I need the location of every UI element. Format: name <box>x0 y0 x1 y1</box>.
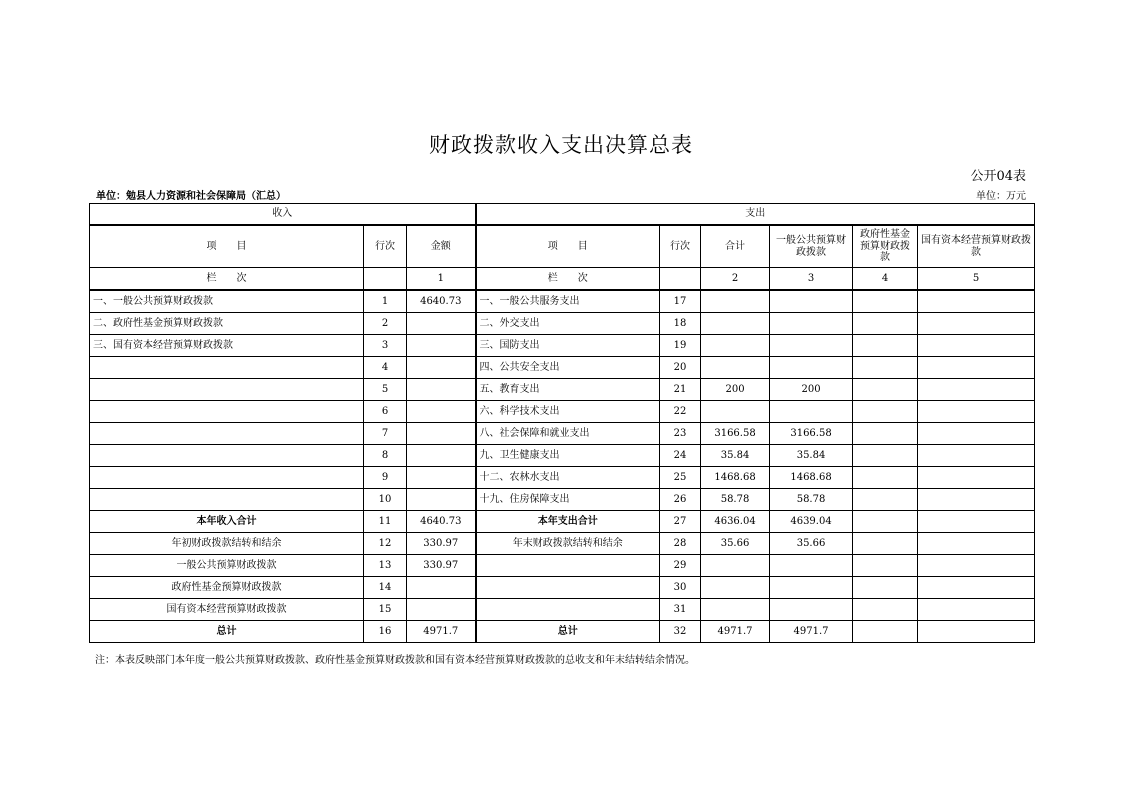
unit-label: 单位：勉县人力资源和社会保障局（汇总） <box>96 191 286 202</box>
expense-general-budget: 35.84 <box>770 445 853 467</box>
income-item <box>90 467 364 489</box>
expense-gov-fund <box>853 313 918 335</box>
expense-item: 九、卫生健康支出 <box>476 445 660 467</box>
income-row-no: 7 <box>364 423 407 445</box>
column-number-3: 3 <box>770 268 853 291</box>
income-row-no: 1 <box>364 290 407 313</box>
expense-total: 58.78 <box>701 489 770 511</box>
expense-total <box>701 357 770 379</box>
expense-item: 年末财政拨款结转和结余 <box>476 533 660 555</box>
income-row-no: 2 <box>364 313 407 335</box>
expense-item: 十九、住房保障支出 <box>476 489 660 511</box>
income-amount: 4640.73 <box>407 511 476 533</box>
header-gov-fund: 政府性基金预算财政拨款 <box>853 225 918 268</box>
table-row <box>90 313 1035 335</box>
table-row <box>90 357 1035 379</box>
expense-general-budget <box>770 313 853 335</box>
expense-state-capital <box>918 357 1035 379</box>
header-expense-total: 合计 <box>701 225 770 268</box>
expense-item: 五、教育支出 <box>476 379 660 401</box>
income-row-no: 3 <box>364 335 407 357</box>
income-row-no: 13 <box>364 555 407 577</box>
header-expense-row-no: 行次 <box>660 225 701 268</box>
footnote: 注：本表反映部门本年度一般公共预算财政拨款、政府性基金预算财政拨款和国有资本经营预算财政拨款的总收支和年末结转结余情况。 <box>95 655 695 666</box>
income-row-no: 6 <box>364 401 407 423</box>
expense-state-capital <box>918 290 1035 313</box>
expense-item <box>476 555 660 577</box>
expense-gov-fund <box>853 423 918 445</box>
table-row <box>90 533 1035 555</box>
expense-item: 四、公共安全支出 <box>476 357 660 379</box>
income-row-no: 11 <box>364 511 407 533</box>
expense-general-budget <box>770 290 853 313</box>
expense-gov-fund <box>853 445 918 467</box>
column-number-2: 2 <box>701 268 770 291</box>
income-amount <box>407 313 476 335</box>
expense-item: 十二、农林水支出 <box>476 467 660 489</box>
column-label-blank <box>364 268 407 291</box>
expense-row-no: 24 <box>660 445 701 467</box>
expense-state-capital <box>918 445 1035 467</box>
expense-state-capital <box>918 489 1035 511</box>
expense-gov-fund <box>853 577 918 599</box>
table-row <box>90 555 1035 577</box>
income-amount <box>407 401 476 423</box>
expense-general-budget <box>770 357 853 379</box>
income-amount <box>407 379 476 401</box>
income-item: 一般公共预算财政拨款 <box>90 555 364 577</box>
header-income-row-no: 行次 <box>364 225 407 268</box>
expense-total: 35.84 <box>701 445 770 467</box>
expense-total: 3166.58 <box>701 423 770 445</box>
expense-row-no: 19 <box>660 335 701 357</box>
expense-section-header: 支出 <box>476 204 1035 226</box>
expense-row-no: 17 <box>660 290 701 313</box>
expense-general-budget <box>770 555 853 577</box>
income-item: 二、政府性基金预算财政拨款 <box>90 313 364 335</box>
expense-general-budget <box>770 599 853 621</box>
expense-state-capital <box>918 511 1035 533</box>
expense-total <box>701 599 770 621</box>
expense-row-no: 31 <box>660 599 701 621</box>
table-row <box>90 621 1035 643</box>
column-number-5: 5 <box>918 268 1035 291</box>
table-row <box>90 511 1035 533</box>
expense-general-budget: 200 <box>770 379 853 401</box>
form-code: 公开04表 <box>970 169 1026 184</box>
expense-row-no: 23 <box>660 423 701 445</box>
expense-row-no: 18 <box>660 313 701 335</box>
expense-state-capital <box>918 467 1035 489</box>
expense-total: 4971.7 <box>701 621 770 643</box>
expense-gov-fund <box>853 357 918 379</box>
income-amount <box>407 335 476 357</box>
expense-row-no: 26 <box>660 489 701 511</box>
header-income-item: 项 目 <box>90 225 364 268</box>
income-row-no: 8 <box>364 445 407 467</box>
income-item <box>90 489 364 511</box>
table-row <box>90 423 1035 445</box>
expense-row-no: 27 <box>660 511 701 533</box>
expense-total <box>701 313 770 335</box>
expense-total: 35.66 <box>701 533 770 555</box>
column-label-right: 栏 次 <box>476 268 660 291</box>
page-title: 财政拨款收入支出决算总表 <box>429 133 693 157</box>
expense-row-no: 21 <box>660 379 701 401</box>
income-section-header: 收入 <box>90 204 476 226</box>
expense-general-budget: 3166.58 <box>770 423 853 445</box>
income-item: 政府性基金预算财政拨款 <box>90 577 364 599</box>
expense-row-no: 30 <box>660 577 701 599</box>
expense-item: 总计 <box>476 621 660 643</box>
table-row <box>90 577 1035 599</box>
expense-gov-fund <box>853 511 918 533</box>
expense-total <box>701 577 770 599</box>
expense-row-no: 29 <box>660 555 701 577</box>
expense-state-capital <box>918 599 1035 621</box>
expense-general-budget: 4639.04 <box>770 511 853 533</box>
header-income-amount: 金额 <box>407 225 476 268</box>
column-label-left: 栏 次 <box>90 268 364 291</box>
table-row <box>90 290 1035 313</box>
table-row <box>90 599 1035 621</box>
currency-unit: 单位：万元 <box>976 191 1026 202</box>
income-row-no: 9 <box>364 467 407 489</box>
expense-item: 二、外交支出 <box>476 313 660 335</box>
table-row <box>90 379 1035 401</box>
expense-general-budget: 1468.68 <box>770 467 853 489</box>
expense-state-capital <box>918 423 1035 445</box>
expense-total <box>701 401 770 423</box>
expense-gov-fund <box>853 290 918 313</box>
expense-gov-fund <box>853 555 918 577</box>
expense-gov-fund <box>853 599 918 621</box>
income-item <box>90 423 364 445</box>
expense-gov-fund <box>853 335 918 357</box>
expense-gov-fund <box>853 533 918 555</box>
table-body <box>90 290 1035 643</box>
income-amount: 4971.7 <box>407 621 476 643</box>
expense-total <box>701 290 770 313</box>
income-item <box>90 379 364 401</box>
expense-general-budget <box>770 577 853 599</box>
income-amount: 330.97 <box>407 533 476 555</box>
expense-state-capital <box>918 313 1035 335</box>
expense-item: 本年支出合计 <box>476 511 660 533</box>
income-row-no: 12 <box>364 533 407 555</box>
expense-row-no: 25 <box>660 467 701 489</box>
expense-state-capital <box>918 621 1035 643</box>
finance-table <box>89 203 1035 643</box>
expense-state-capital <box>918 533 1035 555</box>
expense-total <box>701 555 770 577</box>
table-row <box>90 335 1035 357</box>
table-row <box>90 401 1035 423</box>
expense-row-no: 28 <box>660 533 701 555</box>
expense-item <box>476 599 660 621</box>
expense-item: 六、科学技术支出 <box>476 401 660 423</box>
table-row <box>90 489 1035 511</box>
expense-item <box>476 577 660 599</box>
income-item: 一、一般公共预算财政拨款 <box>90 290 364 313</box>
expense-gov-fund <box>853 621 918 643</box>
expense-general-budget: 4971.7 <box>770 621 853 643</box>
expense-state-capital <box>918 577 1035 599</box>
expense-gov-fund <box>853 379 918 401</box>
income-item <box>90 401 364 423</box>
income-item <box>90 357 364 379</box>
expense-gov-fund <box>853 467 918 489</box>
income-amount: 4640.73 <box>407 290 476 313</box>
income-amount <box>407 599 476 621</box>
header-general-budget: 一般公共预算财政拨款 <box>770 225 853 268</box>
income-row-no: 16 <box>364 621 407 643</box>
income-row-no: 5 <box>364 379 407 401</box>
expense-row-no: 32 <box>660 621 701 643</box>
income-row-no: 4 <box>364 357 407 379</box>
expense-gov-fund <box>853 489 918 511</box>
expense-row-no: 20 <box>660 357 701 379</box>
header-expense-item: 项 目 <box>476 225 660 268</box>
income-row-no: 15 <box>364 599 407 621</box>
expense-item: 三、国防支出 <box>476 335 660 357</box>
expense-general-budget <box>770 401 853 423</box>
income-amount <box>407 577 476 599</box>
income-row-no: 14 <box>364 577 407 599</box>
income-item <box>90 445 364 467</box>
column-number-4: 4 <box>853 268 918 291</box>
expense-total <box>701 335 770 357</box>
expense-total: 4636.04 <box>701 511 770 533</box>
expense-state-capital <box>918 401 1035 423</box>
income-item: 年初财政拨款结转和结余 <box>90 533 364 555</box>
expense-item: 一、一般公共服务支出 <box>476 290 660 313</box>
expense-item: 八、社会保障和就业支出 <box>476 423 660 445</box>
income-amount <box>407 445 476 467</box>
income-amount <box>407 423 476 445</box>
expense-total: 200 <box>701 379 770 401</box>
column-number-1: 1 <box>407 268 476 291</box>
expense-general-budget: 58.78 <box>770 489 853 511</box>
expense-row-no: 22 <box>660 401 701 423</box>
expense-general-budget: 35.66 <box>770 533 853 555</box>
expense-total: 1468.68 <box>701 467 770 489</box>
expense-state-capital <box>918 335 1035 357</box>
expense-gov-fund <box>853 401 918 423</box>
table-row <box>90 467 1035 489</box>
expense-state-capital <box>918 379 1035 401</box>
income-item: 三、国有资本经营预算财政拨款 <box>90 335 364 357</box>
income-amount: 330.97 <box>407 555 476 577</box>
expense-state-capital <box>918 555 1035 577</box>
income-amount <box>407 489 476 511</box>
expense-general-budget <box>770 335 853 357</box>
header-state-capital: 国有资本经营预算财政拨款 <box>918 225 1035 268</box>
column-label-blank <box>660 268 701 291</box>
income-item: 本年收入合计 <box>90 511 364 533</box>
income-amount <box>407 467 476 489</box>
income-item: 国有资本经营预算财政拨款 <box>90 599 364 621</box>
table-row <box>90 445 1035 467</box>
income-row-no: 10 <box>364 489 407 511</box>
income-item: 总计 <box>90 621 364 643</box>
income-amount <box>407 357 476 379</box>
